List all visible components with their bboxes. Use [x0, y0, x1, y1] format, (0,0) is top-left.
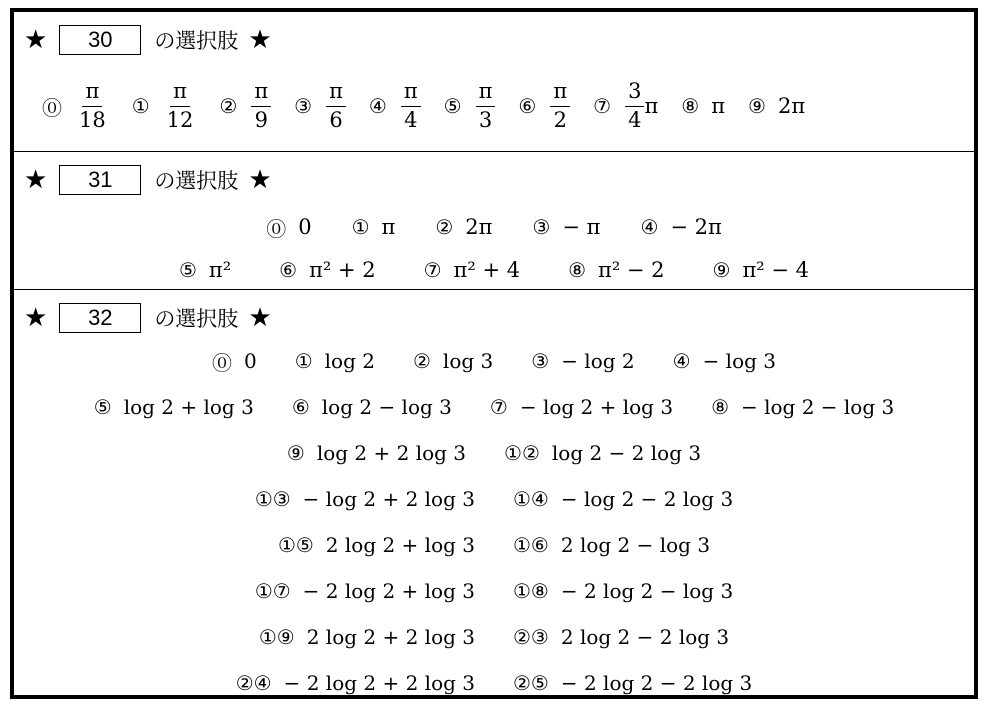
choice-expression: log 2 − log 3 — [321, 395, 452, 419]
denominator: 2 — [553, 107, 567, 132]
choice-expression: − 2 log 2 + log 3 — [302, 579, 475, 603]
choice-marker: ②④ — [235, 671, 272, 695]
star-icon: ★ — [248, 303, 272, 333]
choice-marker: ④ — [640, 215, 659, 239]
choice-expression: π² − 2 — [598, 258, 665, 282]
choice-expression: π² — [208, 258, 232, 282]
denominator: 18 — [79, 107, 106, 132]
choice-item — [287, 441, 466, 465]
fraction — [476, 80, 496, 131]
star-icon: ★ — [24, 25, 48, 55]
choice-item — [532, 215, 600, 239]
choice-row — [14, 622, 974, 652]
choice-row — [14, 668, 974, 698]
fraction — [76, 80, 109, 131]
denominator: 9 — [254, 107, 268, 132]
choice-marker: ⑥ — [518, 94, 537, 118]
numerator: π — [476, 80, 496, 106]
choice-item — [711, 395, 894, 419]
choice-item — [219, 80, 271, 131]
choice-expression: π² − 4 — [742, 258, 810, 282]
choice-expression: π² + 2 — [309, 258, 376, 282]
section-caption: の選択肢 — [154, 29, 239, 53]
choice-marker: ③ — [294, 94, 313, 118]
choice-marker: ⑧ — [568, 258, 587, 282]
section-30 — [14, 12, 974, 152]
choice-marker: ⑥ — [291, 395, 310, 419]
choice-marker: ①⑤ — [277, 533, 314, 557]
choice-expression: 0 — [298, 215, 312, 239]
choice-marker: ⑨ — [712, 258, 731, 282]
choice-expression: − log 3 — [702, 349, 776, 373]
choice-marker: ③ — [531, 349, 550, 373]
choice-item — [413, 349, 493, 373]
choice-row — [14, 212, 974, 242]
choice-item — [435, 215, 492, 239]
choice-marker: ①② — [504, 441, 540, 465]
choice-item — [266, 213, 311, 242]
choice-marker: ⑥ — [279, 258, 298, 282]
choice-item — [490, 395, 673, 419]
choice-marker: ① — [294, 349, 313, 373]
choice-expression: − log 2 + 2 log 3 — [302, 487, 475, 511]
choice-item — [518, 80, 570, 131]
denominator: 3 — [478, 107, 493, 132]
choice-marker: ⑤ — [93, 395, 112, 419]
choice-item — [295, 349, 375, 373]
choice-item — [593, 80, 658, 131]
section-caption: の選択肢 — [154, 307, 239, 331]
denominator: 12 — [166, 107, 194, 132]
choice-expression: − log 2 − 2 log 3 — [560, 487, 734, 511]
choice-item — [255, 487, 475, 511]
choice-expression: − 2 log 2 − 2 log 3 — [560, 671, 753, 695]
choice-row — [14, 392, 974, 422]
choice-item — [278, 533, 475, 557]
fraction — [326, 80, 346, 131]
numerator: π — [170, 80, 190, 106]
choice-expression: 2π — [465, 215, 493, 239]
section-header — [24, 300, 272, 336]
choice-expression: 2 log 2 − 2 log 3 — [560, 625, 730, 649]
denominator: 4 — [628, 107, 642, 132]
choice-expression: − 2 log 2 + 2 log 3 — [283, 671, 475, 695]
choice-marker: ② — [435, 215, 454, 239]
choice-expression: 2π — [777, 94, 806, 118]
choice-row — [14, 576, 974, 606]
choice-expression: π² + 4 — [453, 258, 521, 282]
choice-item — [279, 258, 375, 282]
fraction — [550, 80, 570, 131]
choice-marker: ⑦ — [489, 395, 508, 419]
choice-expression: − log 2 — [561, 349, 635, 373]
section-header — [24, 22, 272, 58]
choice-expression: 0 — [243, 349, 257, 373]
choice-marker: ③ — [532, 215, 551, 239]
choice-row — [14, 484, 974, 514]
fraction — [401, 80, 421, 131]
choice-item — [352, 215, 396, 239]
choice-marker: ⑨ — [286, 441, 305, 465]
choice-item — [531, 349, 634, 373]
choice-row — [14, 346, 974, 376]
fraction — [251, 80, 271, 131]
choice-item — [513, 533, 710, 557]
fraction — [625, 80, 644, 131]
choice-marker: ①⑥ — [513, 533, 549, 557]
choice-marker: ② — [219, 94, 238, 118]
choice-expression: π — [711, 94, 726, 118]
choice-marker: ⓪ — [266, 216, 287, 241]
choice-marker: ⑤ — [443, 94, 462, 118]
choice-marker: ⓪ — [211, 350, 232, 375]
numerator: π — [82, 80, 102, 106]
choice-item — [444, 80, 496, 131]
choice-item — [42, 80, 109, 131]
star-icon: ★ — [248, 165, 272, 195]
choice-item — [673, 349, 776, 373]
choice-item — [132, 80, 197, 131]
fraction — [164, 80, 197, 131]
choice-marker: ②⑤ — [513, 671, 549, 695]
numerator: 3 — [625, 80, 644, 106]
numerator: π — [550, 80, 570, 106]
choice-expression: − 2 log 2 − log 3 — [560, 579, 734, 603]
choice-item — [568, 258, 664, 282]
choice-item — [236, 671, 475, 695]
choice-marker: ⑧ — [711, 395, 729, 419]
choice-item — [713, 258, 809, 282]
star-icon: ★ — [24, 165, 48, 195]
choice-expression: − log 2 + log 3 — [519, 395, 674, 419]
denominator: 4 — [404, 107, 418, 132]
choice-marker: ⑤ — [178, 258, 197, 282]
choice-marker: ①③ — [254, 487, 291, 511]
choice-marker: ①⑦ — [254, 579, 291, 603]
answer-box: 30 — [59, 25, 141, 55]
choice-row — [14, 255, 974, 285]
choice-expression: 2 log 2 + 2 log 3 — [306, 625, 475, 649]
choice-expression: − log 2 − log 3 — [741, 395, 895, 419]
choice-row — [14, 78, 974, 134]
denominator: 6 — [329, 107, 343, 132]
choice-marker: ⑨ — [748, 94, 766, 118]
answer-box: 31 — [59, 165, 141, 195]
choice-marker: ① — [131, 94, 150, 118]
section-31 — [14, 152, 974, 290]
choice-item — [504, 441, 701, 465]
section-32 — [14, 290, 974, 695]
fraction-tail: π — [644, 94, 659, 118]
star-icon: ★ — [24, 303, 48, 333]
choice-item — [748, 94, 805, 118]
choice-marker: ② — [412, 349, 431, 373]
choice-item — [424, 258, 520, 282]
choice-item — [513, 579, 733, 603]
choice-marker: ⑦ — [593, 94, 612, 118]
choice-expression: 2 log 2 + log 3 — [325, 533, 475, 557]
numerator: π — [251, 80, 271, 106]
choice-expression: π — [381, 215, 396, 239]
answer-box: 32 — [59, 303, 141, 333]
choice-expression: log 2 — [324, 349, 375, 373]
choice-item — [94, 395, 254, 419]
choice-item — [513, 671, 752, 695]
choice-item — [212, 347, 257, 376]
choice-marker: ④ — [672, 349, 691, 373]
choice-expression: 2 log 2 − log 3 — [560, 533, 711, 557]
numerator: π — [326, 80, 346, 106]
choice-item — [681, 94, 725, 118]
numerator: π — [401, 80, 421, 106]
choice-expression: log 3 — [442, 349, 494, 373]
choice-marker: ①⑧ — [513, 579, 549, 603]
choice-marker: ①⑨ — [258, 625, 295, 649]
choice-marker: ⓪ — [42, 95, 62, 120]
choice-marker: ⑧ — [681, 94, 700, 118]
choice-item — [259, 625, 475, 649]
choice-item — [513, 625, 729, 649]
choice-marker: ④ — [368, 94, 387, 118]
choice-expression: log 2 + log 3 — [123, 395, 254, 419]
choice-expression: − π — [562, 215, 601, 239]
choice-item — [513, 487, 733, 511]
choice-marker: ①④ — [513, 487, 549, 511]
choice-expression: − 2π — [670, 215, 722, 239]
section-caption: の選択肢 — [154, 169, 239, 193]
choice-marker: ②③ — [513, 625, 549, 649]
choice-marker: ① — [351, 215, 370, 239]
star-icon: ★ — [248, 25, 272, 55]
answer-choices-sheet — [10, 8, 978, 699]
choice-item — [369, 80, 421, 131]
choice-expression: log 2 + 2 log 3 — [316, 441, 467, 465]
choice-item — [640, 215, 721, 239]
choice-row — [14, 438, 974, 468]
choice-item — [292, 395, 452, 419]
choice-row — [14, 530, 974, 560]
choice-item — [294, 80, 346, 131]
section-header — [24, 162, 272, 198]
choice-expression: log 2 − 2 log 3 — [551, 441, 702, 465]
choice-marker: ⑦ — [423, 258, 442, 282]
choice-item — [255, 579, 475, 603]
choice-item — [179, 258, 231, 282]
